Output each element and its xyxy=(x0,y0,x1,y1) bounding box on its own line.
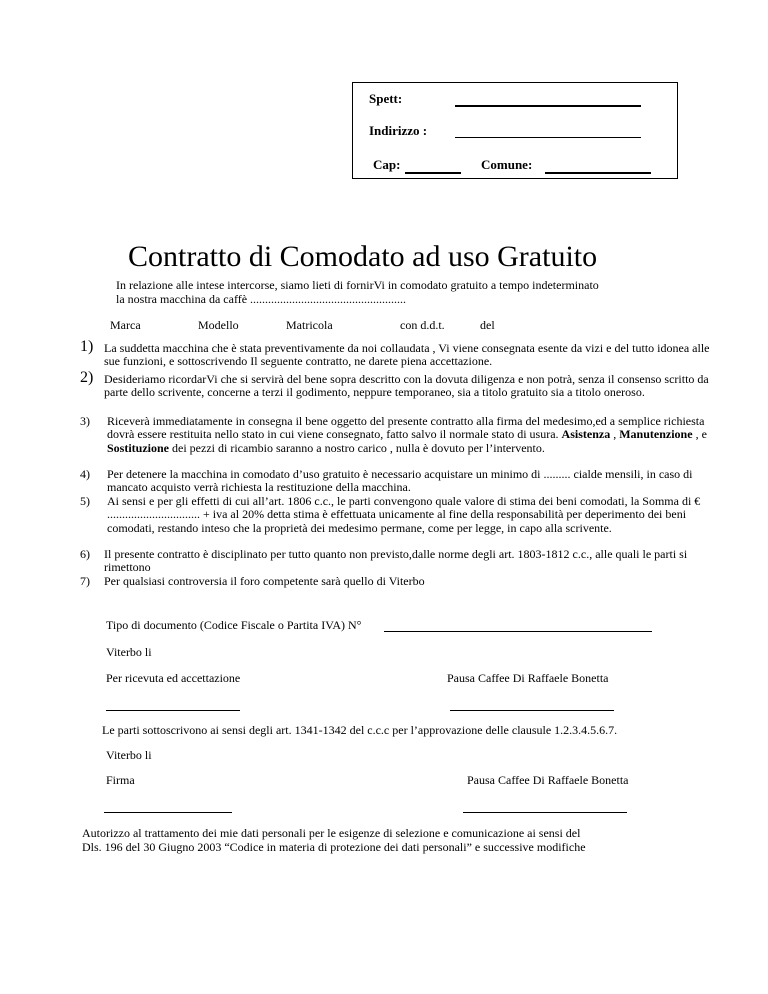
field-del: del xyxy=(480,318,495,332)
clause-number: 5) xyxy=(80,494,90,508)
clause-number: 6) xyxy=(80,547,90,561)
viterbo-li-label: Viterbo li xyxy=(106,645,152,659)
signature-line-company-2[interactable] xyxy=(463,812,627,813)
clause-3-sep: , e xyxy=(692,427,707,442)
privacy-line-1: Autorizzo al trattamento dei mie dati personali per le esigenze di selezione e comunicazione ai sensi del xyxy=(82,826,581,840)
clause-3-bold-sostituzione: Sostituzione xyxy=(107,440,170,455)
signature-line-client[interactable] xyxy=(106,710,240,711)
intro-line-2: la nostra macchina da caffè .................................................... xyxy=(116,292,407,306)
indirizzo-field[interactable] xyxy=(455,137,641,138)
ricevuta-label: Per ricevuta ed accettazione xyxy=(106,671,241,685)
comune-label: Comune: xyxy=(481,157,533,172)
clause-text: Per detenere la macchina in comodato d’uso gratuito è necessario acquistare un minimo di ......... cialde mensili, in caso di mancato acquisto verrà richiesta la restituzione della macchina. xyxy=(107,467,693,495)
clause-number: 1) xyxy=(80,338,94,355)
cap-label: Cap: xyxy=(373,157,401,172)
firma-label: Firma xyxy=(106,773,135,787)
cap-field[interactable] xyxy=(405,172,461,174)
clause-text: Ai sensi e per gli effetti di cui all’art. 1806 c.c., le parti convengono quale valore di stima dei beni comodati, la Somma di € ............................... + iva al 20% detta stima è effettuata unicamente al fine della responsabilità per deperimento dei beni comodati, restando inteso che la proprietà dei medesimo permane, come per legge, in capo alla scrivente. xyxy=(107,494,701,535)
clause-number: 2) xyxy=(80,369,94,386)
spett-label: Spett: xyxy=(369,91,403,106)
clause-3-text-end: dei pezzi di ricambio saranno a nostro carico , nulla è dovuto per l’intervento. xyxy=(169,440,545,455)
company-name: Pausa Caffee Di Raffaele Bonetta xyxy=(447,671,609,685)
clause-text: La suddetta macchina che è stata preventivamente da noi collaudata , Vi viene consegnata esente da vizi e del tutto idonea alle sue funzioni, e sottoscrivendo Il seguente contratto, ne darete piena accettazione. xyxy=(104,341,710,369)
indirizzo-label: Indirizzo : xyxy=(369,123,428,138)
field-marca: Marca xyxy=(110,318,141,332)
clause-number: 4) xyxy=(80,467,90,481)
address-box xyxy=(352,82,678,179)
approvazione-text: Le parti sottoscrivono ai sensi degli art. 1341-1342 del c.c.c per l’approvazione delle clausule 1.2.3.4.5.6.7. xyxy=(102,723,618,737)
field-matricola: Matricola xyxy=(286,318,333,332)
clause-text: Per qualsiasi controversia il foro competente sarà quello di Viterbo xyxy=(104,574,425,588)
clause-3-sep: , xyxy=(610,427,620,442)
clause-text xyxy=(107,415,712,455)
document-title: Contratto di Comodato ad uso Gratuito xyxy=(128,240,598,273)
tipo-documento-field[interactable] xyxy=(384,631,652,632)
clause-3-bold-asistenza: Asistenza xyxy=(561,427,611,442)
privacy-line-2: Dls. 196 del 30 Giugno 2003 “Codice in materia di protezione dei dati personali” e successive modifiche xyxy=(82,840,586,854)
field-ddt: con d.d.t. xyxy=(400,318,445,332)
field-modello: Modello xyxy=(198,318,239,332)
signature-line-company[interactable] xyxy=(450,710,614,711)
clause-text: Desideriamo ricordarVi che si servirà del bene sopra descritto con la dovuta diligenza e non potrà, senza il consenso scritto da parte dello scrivente, concerne a terzi il godimento, neppure temporaneo, sia a titolo gratuito sia a titolo oneroso. xyxy=(104,372,709,400)
clause-number: 3) xyxy=(80,414,90,428)
viterbo-li-label-2: Viterbo li xyxy=(106,748,152,762)
company-name-2: Pausa Caffee Di Raffaele Bonetta xyxy=(467,773,629,787)
clause-3-bold-manutenzione: Manutenzione xyxy=(619,427,693,442)
intro-line-1: In relazione alle intese intercorse, siamo lieti di fornirVi in comodato gratuito a tempo indeterminato xyxy=(116,278,599,292)
spett-field[interactable] xyxy=(455,105,641,107)
clause-text: Il presente contratto è disciplinato per tutto quanto non previsto,dalle norme degli art. 1803-1812 c.c., alle quali le parti si rimettono xyxy=(104,547,688,575)
clause-number: 7) xyxy=(80,574,90,588)
clause-3-text: Riceverà immediatamente in consegna il bene oggetto del presente contratto alla firma del medesimo,ed a semplice richiesta dovrà essere restituita nello stato in cui viene consegnato, fatto salvo il normale stato di usura. xyxy=(107,414,705,442)
comune-field[interactable] xyxy=(545,172,651,174)
tipo-documento-label: Tipo di documento (Codice Fiscale o Partita IVA) N° xyxy=(106,618,362,632)
signature-line-firma[interactable] xyxy=(104,812,232,813)
